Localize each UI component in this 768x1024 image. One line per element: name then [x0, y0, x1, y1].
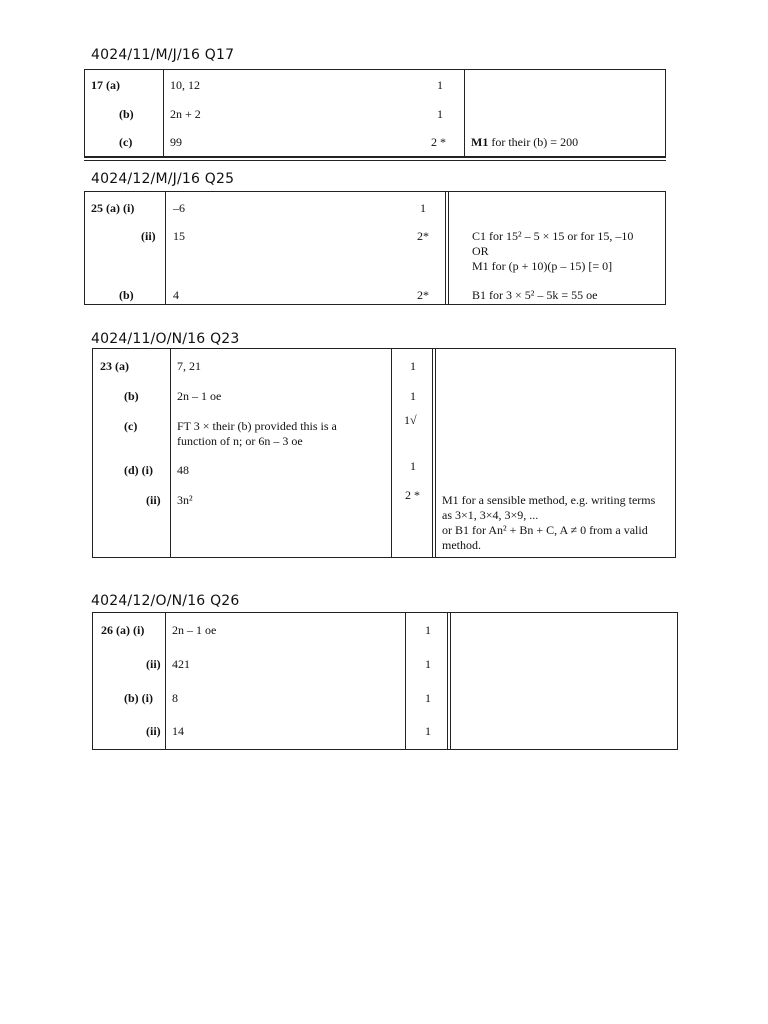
question-label: (ii) [141, 229, 156, 243]
answer-text: 2n + 2 [170, 107, 201, 121]
marks-value: 2 * [405, 488, 420, 502]
column-divider [170, 349, 171, 557]
marks-value: 2 * [431, 135, 446, 149]
answer-text: 10, 12 [170, 78, 200, 92]
answer-text: 4 [173, 288, 179, 302]
question-label: (ii) [146, 724, 161, 738]
answer-text: 7, 21 [177, 359, 201, 373]
guidance-text: M1 for (p + 10)(p – 15) [= 0] [472, 259, 613, 273]
answer-text: 15 [173, 229, 185, 243]
mark-scheme-table [92, 348, 676, 558]
marks-value: 1 [425, 724, 431, 738]
column-divider [163, 70, 164, 156]
marks-value: 1 [410, 389, 416, 403]
question-label: (ii) [146, 493, 161, 507]
marks-value: 2* [417, 229, 429, 243]
section-heading: 4024/11/O/N/16 Q23 [91, 331, 240, 347]
column-divider [464, 70, 465, 156]
marks-value: 1 [425, 691, 431, 705]
answer-text: 8 [172, 691, 178, 705]
mark-scheme-table [84, 191, 666, 305]
column-divider [165, 192, 166, 304]
marks-value: 1 [425, 623, 431, 637]
column-divider [445, 192, 446, 304]
question-label: (b) (i) [124, 691, 153, 705]
guidance-text: or B1 for An² + Bn + C, A ≠ 0 from a valid [442, 523, 648, 537]
mark-scheme-table [92, 612, 678, 750]
column-divider [165, 613, 166, 749]
marks-value: 1 [410, 459, 416, 473]
section-heading: 4024/12/M/J/16 Q25 [91, 171, 235, 187]
question-label: 17 (a) [91, 78, 120, 92]
marks-value: 1 [425, 657, 431, 671]
answer-text: FT 3 × their (b) provided this is a [177, 419, 337, 433]
marks-value: 1 [420, 201, 426, 215]
question-label: 23 (a) [100, 359, 129, 373]
answer-text: 14 [172, 724, 184, 738]
marks-value: 2* [417, 288, 429, 302]
marks-value: 1√ [404, 413, 417, 427]
section-heading: 4024/12/O/N/16 Q26 [91, 593, 240, 609]
question-label: (ii) [146, 657, 161, 671]
marks-value: 1 [410, 359, 416, 373]
column-divider [447, 613, 448, 749]
question-label: 26 (a) (i) [101, 623, 145, 637]
column-divider [432, 349, 433, 557]
guidance-text: OR [472, 244, 489, 258]
column-divider [405, 613, 406, 749]
guidance-text: C1 for 15² – 5 × 15 or for 15, –10 [472, 229, 634, 243]
question-label: (b) [119, 288, 134, 302]
question-label: (c) [124, 419, 138, 433]
answer-text: function of n; or 6n – 3 oe [177, 434, 303, 448]
answer-text: 2n – 1 oe [177, 389, 222, 403]
answer-text: –6 [173, 201, 185, 215]
question-label: (b) [119, 107, 134, 121]
answer-text: 3n² [177, 493, 193, 507]
guidance-text: as 3×1, 3×4, 3×9, ... [442, 508, 539, 522]
question-label: 25 (a) (i) [91, 201, 135, 215]
question-label: (c) [119, 135, 133, 149]
mark-scheme-table [84, 69, 666, 157]
marks-value: 1 [437, 78, 443, 92]
guidance-text: B1 for 3 × 5² – 5k = 55 oe [472, 288, 598, 302]
marks-value: 1 [437, 107, 443, 121]
question-label: (b) [124, 389, 139, 403]
answer-text: 421 [172, 657, 190, 671]
answer-text: 48 [177, 463, 189, 477]
guidance-text: M1 for their (b) = 200 [471, 135, 579, 149]
guidance-text: method. [442, 538, 481, 552]
guidance-text: M1 for a sensible method, e.g. writing terms [442, 493, 656, 507]
section-heading: 4024/11/M/J/16 Q17 [91, 47, 235, 63]
answer-text: 2n – 1 oe [172, 623, 217, 637]
table-bottom-border [84, 157, 666, 158]
answer-text: 99 [170, 135, 182, 149]
question-label: (d) (i) [124, 463, 153, 477]
column-divider [391, 349, 392, 557]
